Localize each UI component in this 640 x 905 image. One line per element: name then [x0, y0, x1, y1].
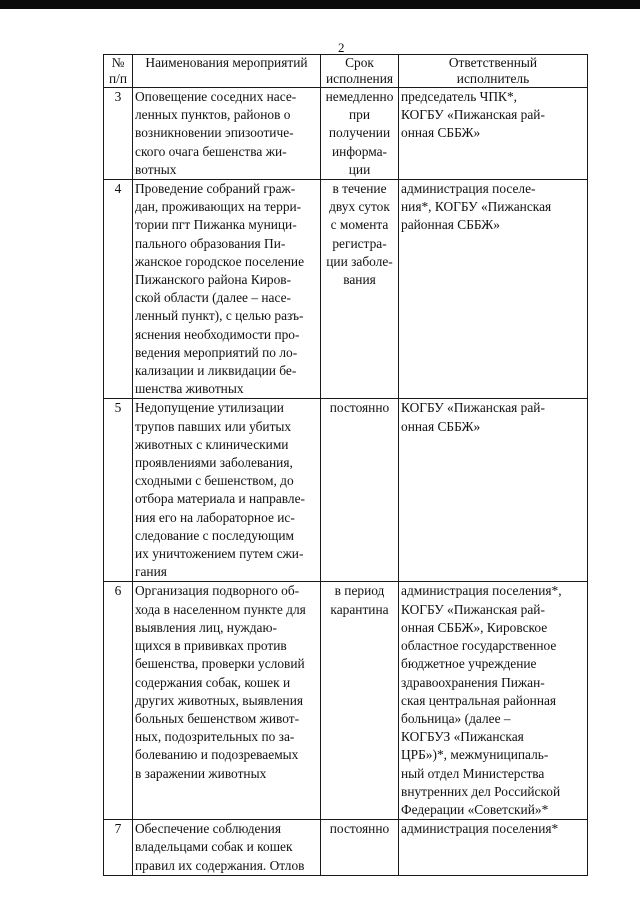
- measures-table: [103, 54, 588, 876]
- responsible-line: КОГБУЗ «Пижанская: [401, 729, 524, 745]
- measure-name-line: хода в населенном пункте для: [135, 601, 306, 617]
- measure-name: [133, 180, 321, 399]
- measure-name-line: жанское городское поселение: [135, 253, 305, 269]
- measure-name-line: Организация подворного об-: [135, 583, 300, 599]
- deadline: [321, 180, 399, 399]
- responsible-line: КОГБУ «Пижанская рай-: [401, 107, 545, 123]
- row-number: 5: [104, 399, 133, 582]
- responsible-line: онная СББЖ»: [401, 125, 481, 141]
- responsible-line: Федерации «Советский»*: [401, 801, 549, 817]
- measure-name-line: ведения мероприятий по ло-: [135, 344, 298, 360]
- measure-name-line: больных бешенством живот-: [135, 710, 300, 726]
- measure-name-line: проявлениями заболевания,: [135, 455, 293, 471]
- header-num: [104, 55, 133, 88]
- deadline-line: получении: [328, 125, 391, 141]
- responsible-line: внутренних дел Российской: [401, 783, 561, 799]
- deadline-line: немедленно: [325, 89, 394, 104]
- responsible-line: администрация поселения*: [401, 821, 559, 837]
- deadline-line: в период: [334, 583, 385, 599]
- deadline-line: вания: [343, 272, 376, 288]
- measure-name-line: животных с клиническими: [135, 436, 289, 452]
- measure-name-line: ской области (далее – насе-: [135, 290, 291, 306]
- measure-name-line: в заражении животных: [135, 765, 267, 781]
- responsible: [399, 399, 588, 582]
- deadline-line: двух суток: [329, 199, 390, 215]
- responsible-line: администрация поселе-: [401, 181, 536, 197]
- measure-name: [133, 820, 321, 876]
- responsible-line: КОГБУ «Пижанская рай-: [401, 400, 545, 416]
- measure-name-line: других животных, выявления: [135, 692, 304, 708]
- header-resp-line: Ответственный: [448, 55, 538, 70]
- deadline-line: информа-: [332, 143, 387, 159]
- measure-name-line: гания: [135, 564, 167, 580]
- responsible-line: ская центральная районная: [401, 692, 557, 708]
- responsible-line: ЦРБ»)*, межмуниципаль-: [401, 747, 549, 763]
- row-number: 4: [104, 180, 133, 399]
- deadline-line: регистра-: [332, 235, 387, 251]
- deadline-line: в течение: [332, 181, 387, 197]
- deadline-line: карантина: [330, 601, 389, 617]
- deadline-line: постоянно: [329, 400, 390, 416]
- measure-name-line: щихся в прививках против: [135, 638, 287, 654]
- measure-name-line: ных, подозрительных по за-: [135, 729, 295, 745]
- measure-name-line: тории пгт Пижанка муници-: [135, 217, 297, 233]
- responsible: [399, 582, 588, 820]
- table-row: [104, 582, 588, 820]
- measure-name-line: ния его на лабораторное ис-: [135, 509, 295, 525]
- measure-name-line: кализации и ликвидации бе-: [135, 363, 297, 379]
- measure-name-line: ленных пунктов, районов о: [135, 107, 291, 123]
- deadline-line: ции заболе-: [326, 253, 393, 269]
- row-number: 6: [104, 582, 133, 820]
- deadline-line: ции: [348, 161, 371, 177]
- measure-name-line: владельцами собак и кошек: [135, 839, 293, 855]
- deadline: [321, 820, 399, 876]
- measure-name-line: Недопущение утилизации: [135, 400, 284, 416]
- deadline: [321, 399, 399, 582]
- responsible: [399, 180, 588, 399]
- deadline: [321, 582, 399, 820]
- header-resp: [399, 55, 588, 88]
- measure-name-line: пального образования Пи-: [135, 235, 286, 251]
- deadline-line: с момента: [330, 217, 389, 233]
- measure-name-line: дан, проживающих на терри-: [135, 199, 302, 215]
- responsible-line: ный отдел Министерства: [401, 765, 545, 781]
- measure-name-line: их уничтожением путем сжи-: [135, 546, 304, 562]
- measure-name-line: болеванию и подозреваемых: [135, 747, 299, 763]
- measure-name-line: возникновении эпизоотиче-: [135, 125, 294, 141]
- measure-name-line: содержания собак, кошек и: [135, 674, 291, 690]
- responsible-line: администрация поселения*,: [401, 583, 562, 599]
- measure-name-line: отбора материала и направле-: [135, 491, 306, 507]
- header-num-line: п/п: [108, 71, 128, 86]
- measure-name: [133, 582, 321, 820]
- row-number: 7: [104, 820, 133, 876]
- measure-name-line: шенства животных: [135, 381, 244, 397]
- measure-name-line: яснения необходимости про-: [135, 326, 300, 342]
- responsible-line: больница» (далее –: [401, 710, 511, 726]
- deadline-line: при: [348, 107, 371, 123]
- measure-name-line: правил их содержания. Отлов: [135, 857, 305, 873]
- header-num-line: №: [111, 55, 125, 70]
- scan-top-border: [0, 0, 640, 9]
- measure-name-line: сходными с бешенством, до: [135, 473, 294, 489]
- responsible-line: областное государственное: [401, 638, 557, 654]
- responsible: [399, 820, 588, 876]
- measure-name-line: следование с последующим: [135, 527, 294, 543]
- measure-name-line: вотных: [135, 161, 177, 177]
- header-name-line: Наименования мероприятий: [145, 55, 308, 70]
- measure-name-line: Обеспечение соблюдения: [135, 821, 281, 837]
- deadline-line: постоянно: [329, 821, 390, 837]
- table-header-row: [104, 55, 588, 88]
- page-number: 2: [338, 40, 345, 55]
- header-name: [133, 55, 321, 88]
- table-row: [104, 88, 588, 180]
- responsible-line: председатель ЧПК*,: [401, 89, 518, 104]
- responsible-line: здравоохранения Пижан-: [401, 674, 545, 690]
- measure-name: [133, 88, 321, 180]
- deadline: [321, 88, 399, 180]
- measure-name-line: бешенства, проверки условий: [135, 656, 305, 672]
- table-row: [104, 820, 588, 876]
- measure-name-line: ского очага бешенства жи-: [135, 143, 287, 159]
- header-resp-line: исполнитель: [456, 71, 530, 86]
- table-row: [104, 180, 588, 399]
- responsible-line: онная СББЖ»: [401, 418, 481, 434]
- responsible-line: онная СББЖ», Кировское: [401, 619, 548, 635]
- measure-name-line: Оповещение соседних насе-: [135, 89, 297, 104]
- measure-name-line: Проведение собраний граж-: [135, 181, 296, 197]
- responsible-line: районная СББЖ»: [401, 217, 500, 233]
- measure-name-line: Пижанского района Киров-: [135, 272, 292, 288]
- header-term-line: исполнения: [325, 71, 394, 86]
- responsible-line: ния*, КОГБУ «Пижанская: [401, 199, 552, 215]
- measure-name-line: трупов павших или убитых: [135, 418, 292, 434]
- measure-name-line: ленный пункт), с целью разъ-: [135, 308, 304, 324]
- measure-name-line: выявления лиц, нуждаю-: [135, 619, 277, 635]
- measure-name: [133, 399, 321, 582]
- responsible-line: КОГБУ «Пижанская рай-: [401, 601, 545, 617]
- responsible-line: бюджетное учреждение: [401, 656, 537, 672]
- header-term: [321, 55, 399, 88]
- header-term-line: Срок: [345, 55, 374, 70]
- responsible: [399, 88, 588, 180]
- table-row: [104, 399, 588, 582]
- row-number: 3: [104, 88, 133, 180]
